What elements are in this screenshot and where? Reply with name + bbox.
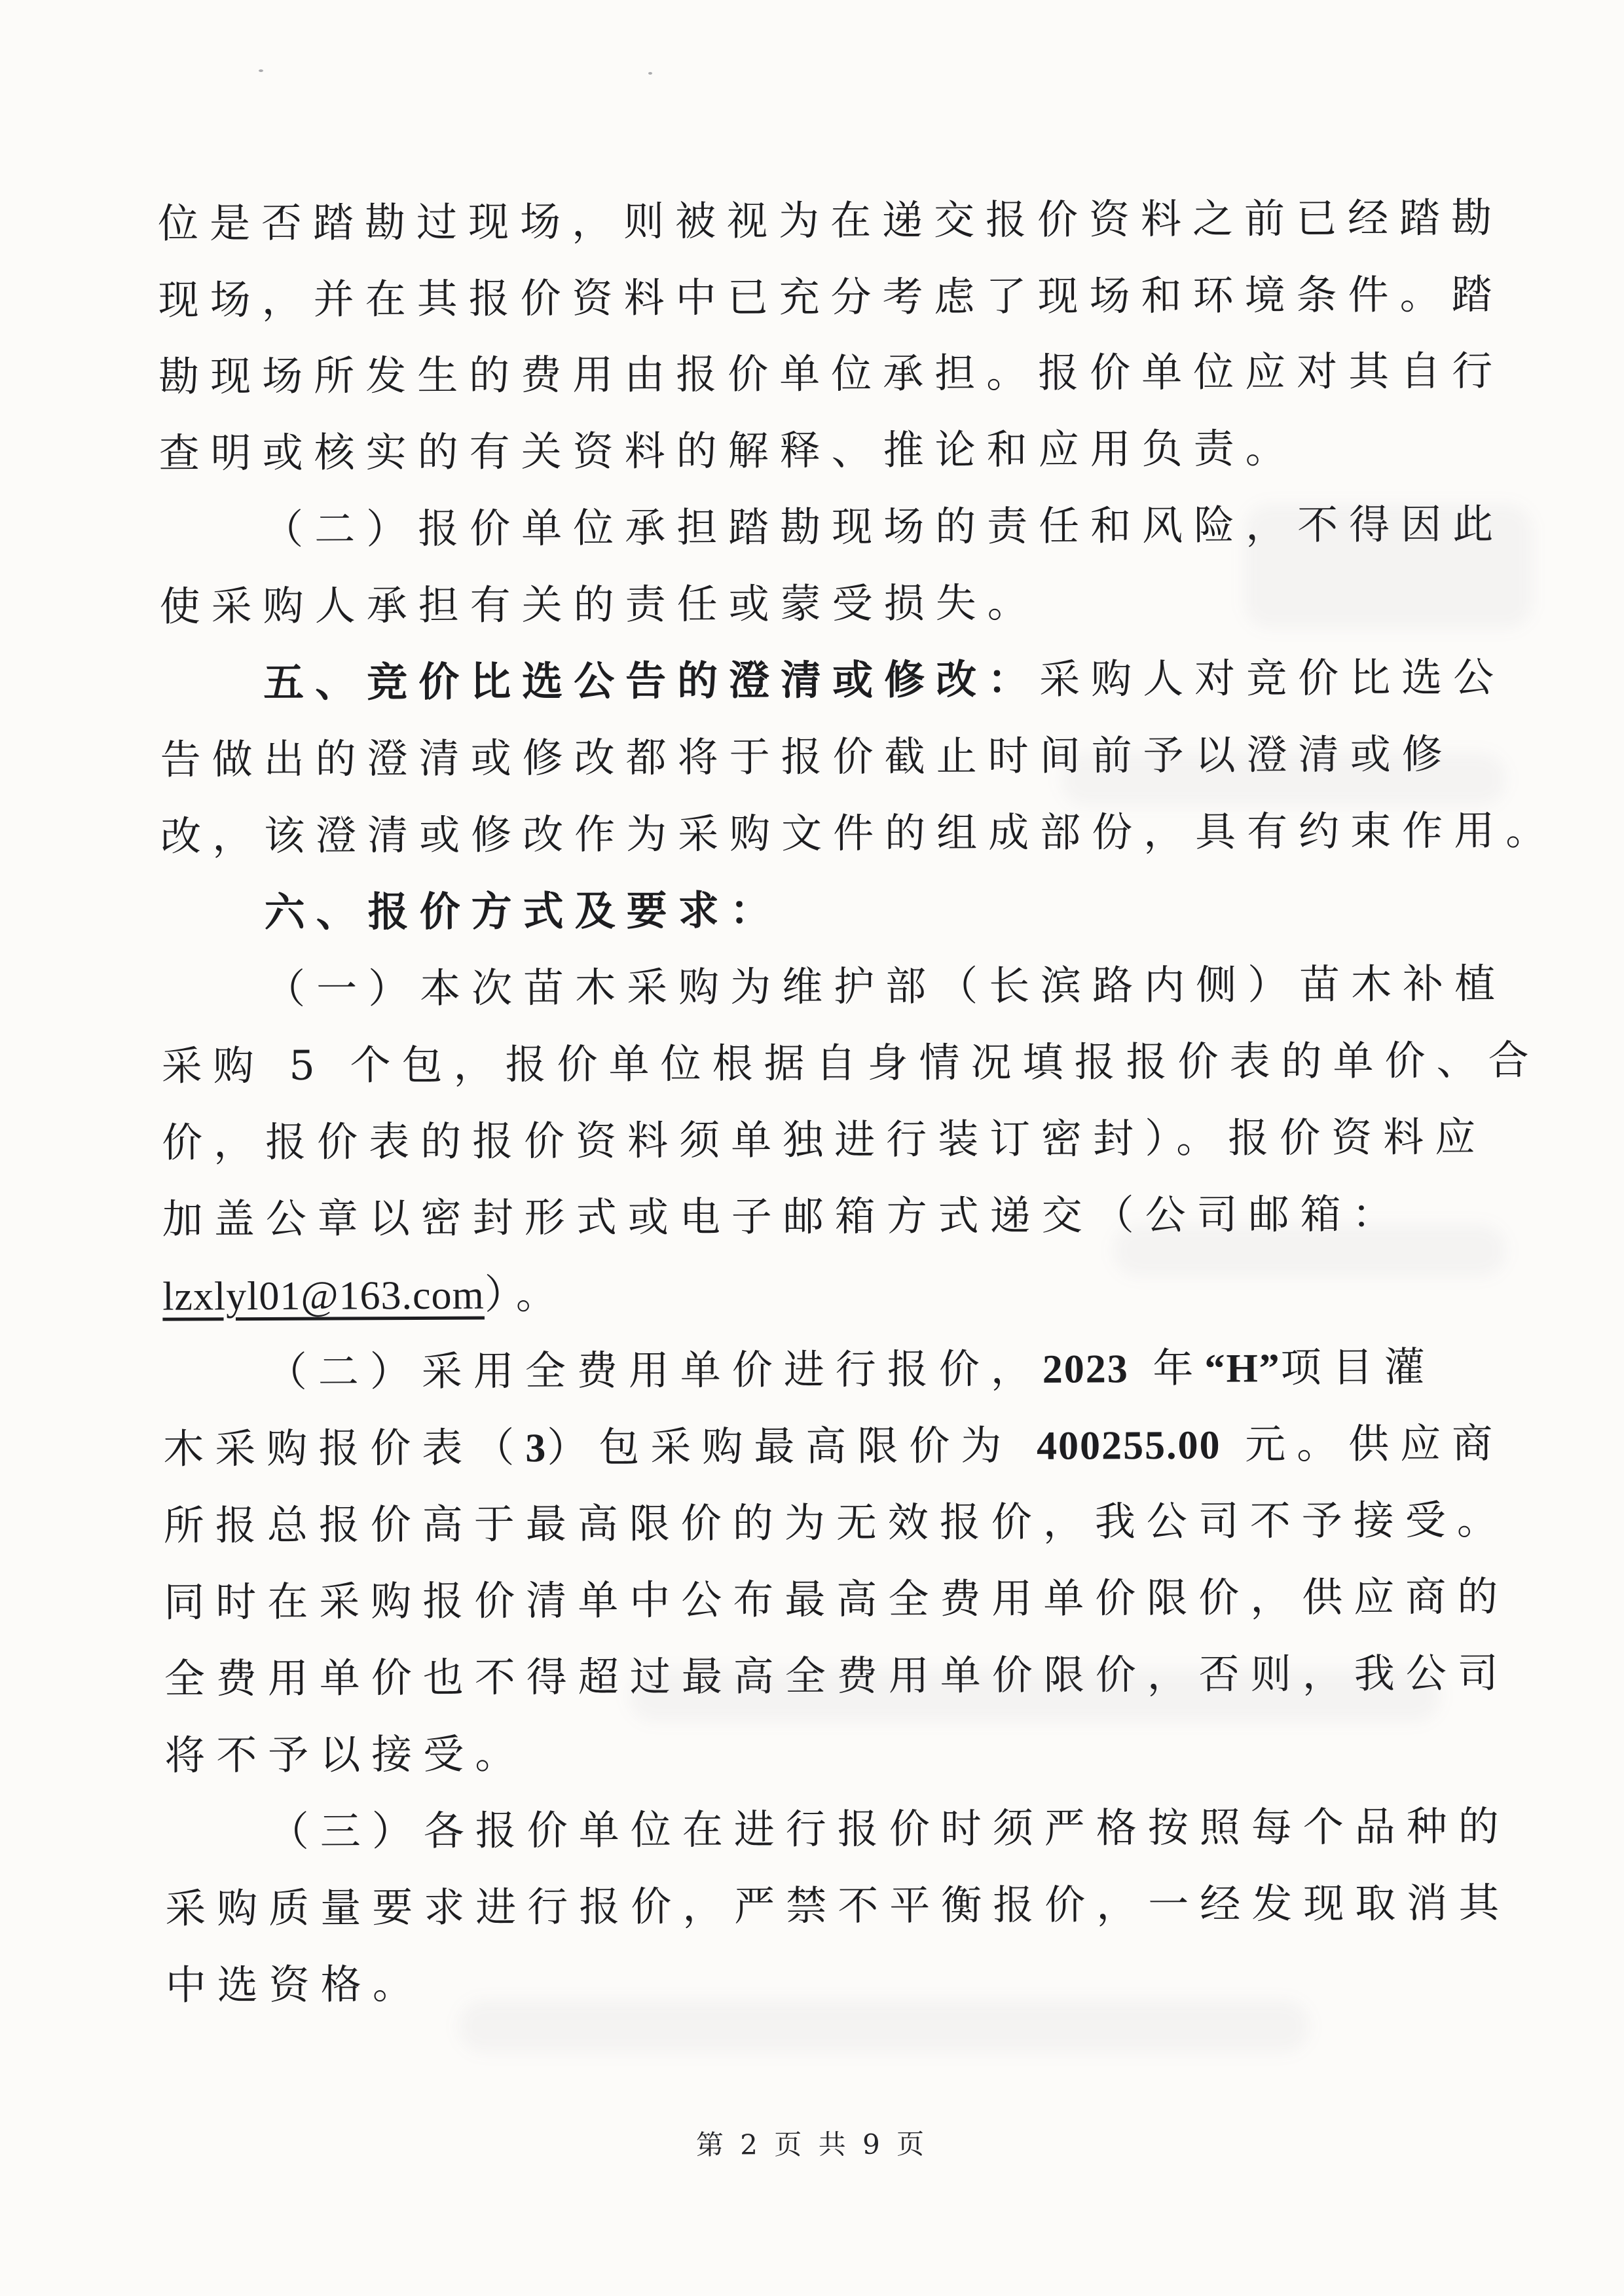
text-segment: （三）各报价单位在进行报价时须严格按照每个品种的 — [268, 1802, 1510, 1855]
text-line — [164, 1558, 1572, 1640]
text-line — [158, 255, 1566, 338]
text-segment: 全费用单价也不得超过最高全费用单价限价，否则，我公司 — [164, 1649, 1509, 1703]
text-segment: 2023 — [1042, 1347, 1129, 1392]
page-footer — [0, 2121, 1624, 2166]
text-segment: 年 — [1128, 1343, 1205, 1393]
text-segment: “H” — [1204, 1346, 1281, 1391]
page-number-text: 第 2 页 共 9 页 — [695, 2128, 929, 2161]
text-segment: 采购质量要求进行报价，严禁不平衡报价，一经发现取消其 — [165, 1878, 1511, 1933]
text-segment: 中选资格。 — [165, 1959, 425, 2009]
text-segment: 勘现场所发生的费用由报价单位承担。报价单位应对其自行 — [158, 346, 1504, 401]
text-line — [160, 792, 1568, 874]
text-line — [159, 562, 1567, 644]
text-line — [158, 409, 1566, 491]
text-segment: ）。 — [484, 1269, 568, 1319]
text-line — [162, 1098, 1570, 1180]
text-line — [160, 715, 1568, 797]
text-segment: 位是否踏勘过现场，则被视为在递交报价资料之前已经踏勘 — [157, 193, 1504, 247]
text-segment: 五、竞价比选公告的澄清或修改： — [263, 655, 1040, 707]
text-segment: 同时在采购报价清单中公布最高全费用单价限价，供应商的 — [164, 1572, 1509, 1626]
text-line — [161, 1021, 1569, 1104]
text-line — [164, 1481, 1572, 1563]
text-segment: 查明或核实的有关资料的解释、推论和应用负责。 — [158, 424, 1297, 477]
text-segment: （二）采用全费用单价进行报价， — [266, 1344, 1043, 1396]
text-segment: 现场，并在其报价资料中已充分考虑了现场和环境条件。踏 — [158, 270, 1504, 324]
text-line — [164, 1711, 1572, 1793]
text-segment: 价，报价表的报价资料须单独进行装订密封）。报价资料应 — [162, 1112, 1487, 1167]
text-segment: 项目灌 — [1280, 1343, 1436, 1392]
text-line — [162, 1175, 1570, 1257]
text-line — [162, 1251, 1570, 1334]
text-segment: 元。供应商 — [1221, 1419, 1504, 1468]
text-line — [158, 179, 1566, 261]
text-segment: 将不予以接受。 — [164, 1730, 527, 1779]
text-segment: 六、报价方式及要求： — [264, 886, 782, 936]
text-line — [160, 868, 1568, 951]
text-segment: 木采购报价表（ — [163, 1423, 526, 1473]
text-line — [161, 945, 1569, 1027]
text-line — [158, 332, 1566, 414]
text-segment: 400255.00 — [1036, 1423, 1221, 1468]
text-segment: 加盖公章以密封形式或电子邮箱方式递交（公司邮箱： — [162, 1190, 1404, 1243]
text-line — [162, 1328, 1570, 1410]
text-segment: （一）本次苗木采购为维护部（长滨路内侧）苗木补植 — [265, 959, 1507, 1013]
text-segment: （二）报价单位承担踏勘现场的责任和风险，不得因此 — [262, 500, 1505, 554]
text-line — [165, 1864, 1573, 1946]
text-line — [165, 1787, 1573, 1870]
text-line — [159, 485, 1567, 568]
text-segment: 采购 5 个包，报价单位根据自身情况填报报价表的单价、合 — [161, 1036, 1540, 1090]
text-line — [166, 1941, 1574, 2023]
text-segment: 告做出的澄清或修改都将于报价截止时间前予以澄清或修 — [160, 730, 1454, 784]
text-segment: 使采购人承担有关的责任或蒙受损失。 — [159, 578, 1039, 630]
document-body — [157, 0, 1574, 2024]
text-line — [164, 1634, 1572, 1717]
text-segment: 改，该澄清或修改作为采购文件的组成部份，具有约束作用。 — [160, 806, 1558, 860]
text-line — [163, 1404, 1571, 1487]
text-segment: 3 — [525, 1426, 547, 1471]
text-line — [160, 638, 1568, 721]
text-segment: 所报总报价高于最高限价的为无效报价，我公司不予接受。 — [163, 1495, 1509, 1550]
text-segment: 采购人对竞价比选公 — [1039, 653, 1505, 703]
text-segment: ）包采购最高限价为 — [547, 1421, 1037, 1472]
email-address: lzxlyl01@163.com — [162, 1273, 485, 1319]
